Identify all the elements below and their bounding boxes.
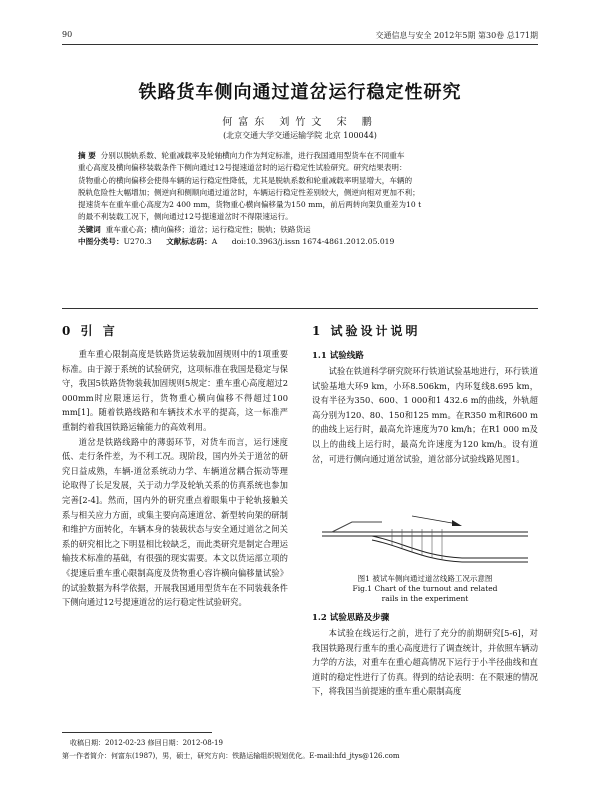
arrow-shaft — [412, 516, 452, 523]
subsection-1-1: 1.1 试验线路 — [312, 351, 364, 361]
section-0-heading: 0 引 言 — [62, 324, 118, 338]
keywords-line — [78, 224, 520, 236]
abstract-line: 摘 要 分别以脱轨系数、轮重减载率及轮轴横向力作为判定标准，进行我国通用型货车在不同重车 — [78, 151, 405, 160]
right-column-part-1 — [312, 364, 538, 466]
journal-header: 交通信息与安全 2012年5期 第30卷 总171期 — [375, 31, 538, 40]
abstract-line: 脱轨危险性大幅增加；侧逆向和侧顺向通过道岔时，车辆运行稳定性差别较大，侧逆向相对更加不利； — [78, 187, 420, 197]
abstract-block — [78, 150, 520, 248]
track-lines — [322, 522, 528, 562]
sleepers — [392, 529, 442, 560]
abstract-line: 货物重心的横向偏移会使得车辆的运行稳定性降低，尤其是脱轨系数和轮重减载率明显增大，车辆的 — [78, 175, 413, 185]
doc-code: A — [211, 237, 218, 247]
doi: doi:10.3963/j.issn 1674-4861.2012.05.019 — [231, 237, 395, 247]
abstract-line: 的最不利装载工况下，侧向通过12号提速道岔时不得限速运行。 — [78, 212, 293, 222]
author-note: 第一作者简介：何富东(1987)，男，硕士，研究方向：铁路运输组织规划优化。E-mail:hfd_jtys@126.com — [62, 752, 400, 760]
abstract-line: 重心高度及横向偏移装载条件下侧向通过12号提速道岔时的运行稳定性试验研究。研究结果表明： — [78, 163, 407, 173]
page-number: 90 — [62, 30, 73, 39]
classification-line: 中图分类号：U270.3 文献标志码：A doi:10.3963/j.issn 1674-4861.2012.05.019 — [78, 237, 395, 247]
affiliation: (北京交通大学交通运输学院 北京 100044) — [223, 131, 377, 140]
authors: 何富东 刘竹文 宋 鹏 — [222, 117, 378, 128]
intro-paragraph-2: 道岔是铁路线路中的薄弱环节，对货车而言，运行速度低、走行条件差，为不利工况。现阶段，国内外关于道岔的研究日益成熟，车辆-道岔系统动力学、车辆道岔耦合振动等理论取得了长足发展，关于动力学及轮轨关系的仿真系统也参加完善[2-4]。然而，国内外的研究重点着眼集中于轮轨接触关系与相关应力方面，或集主要向高速道岔、新型转向架的研制和维护方面转化，车辆本身的装载状态与安全通过道岔之间关系的研究相比之下明显相比较缺乏，而此类研究是制定合理运输技术标准的基础，有很强的现实需要。本文以货运部立项的《提速后重车重心限制高度及货物重心容许横向偏移量试验》的试验数据为科学依据，开展我国通用型货车在不同装载条件下侧向通过12号提速道岔的运行稳定性试验研究。 — [62, 436, 288, 608]
test-line-paragraph: 试验在铁道科学研究院环行铁道试验基地进行，环行铁道试验基地大环9 km，小环8.506km，内环复线8.695 km，设有半径为350、600、1 000和1 432.6 m的曲线，外轨超高分别为120、80、150和125 mm。在R350 m和R600 m的曲线上运行时，最高允许速度为70 km/h；在R1 000 m及以上的曲线上运行时，最高允许速度为120 km/h。设有道岔，可进行侧向通过道岔试验，道岔部分试验线路见图1。 — [312, 366, 538, 464]
keywords: 重车重心高；横向偏移；道岔；运行稳定性；脱轨；铁路货运 — [105, 224, 311, 234]
abstract-rule — [62, 308, 538, 309]
clc-number: U270.3 — [123, 237, 152, 247]
paper-title: 铁路货车侧向通过道岔运行稳定性研究 — [138, 82, 462, 103]
turnout-diagram — [312, 512, 538, 572]
header-rule — [62, 44, 538, 45]
left-column — [62, 347, 288, 610]
figure-1-caption: 图1 被试车侧向通过道岔线路工况示意图 Fig.1 Chart of the turnout and related rails in the experiment — [352, 574, 498, 603]
subsection-1-2: 1.2 试验思路及步骤 — [312, 613, 390, 623]
abstract-line: 提速货车在重车重心高度为2 400 mm，货物重心横向偏移量为150 mm，前后两转向架负重差为10 t — [78, 200, 422, 210]
right-column-part-2 — [312, 626, 538, 699]
method-paragraph: 本试验在线运行之前，进行了充分的前期研究[5-6]，对我国铁路现行重车的重心高度进行了调查统计，并依照车辆动力学的方法，对重车在重心超高情况下运行于小半径曲线和直道时的稳定性进行了仿真。得到的结论表明：在不限速的情况下，将我国当前提速的重车重心限制高度 — [312, 628, 538, 697]
received-dates: 收稿日期：2012-02-23 修回日期：2012-08-19 — [70, 739, 223, 747]
intro-paragraph-1: 重车重心限制高度是铁路货运装载加固规则中的1项重要标准。由于源于系统的试验研究，这项标准在我国是稳定与保守，我国5铁路货物装载加固规则5规定：重车重心高度超过2 000mm时应限速运行，货物重心横向偏移不得超过100 mm[1]。随着铁路线路和车辆技术水平的提高，这一标准严重制约着我国铁路运输能力的高效利用。 — [62, 349, 289, 432]
keywords-label: 关键词 — [78, 224, 101, 234]
diverging-track-2 — [372, 540, 528, 562]
abstract-label: 摘 要 — [78, 151, 96, 160]
section-1-heading: 1 试验设计说明 — [312, 324, 421, 338]
branch-line — [332, 522, 382, 532]
footnote-rule — [62, 732, 212, 733]
arrow-marker — [452, 520, 462, 526]
